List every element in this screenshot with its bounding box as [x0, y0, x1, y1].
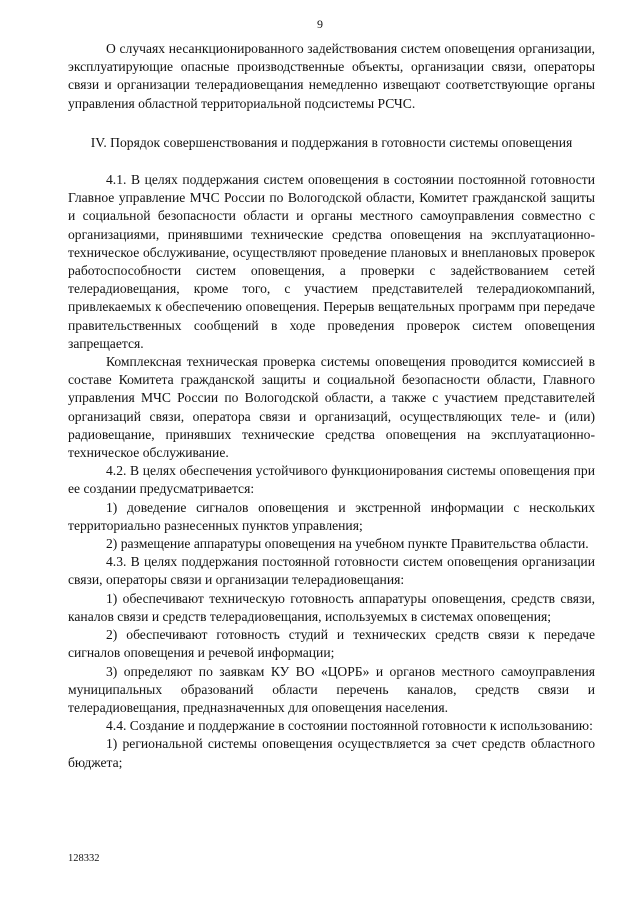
intro-paragraph: О случаях несанкционированного задействования систем оповещения организации, эксплуатирующие опасные производственные объекты, организации связи, операторы связи и организации телерадиовещания немедленно извещают соответствующие органы управления областной территориальной подсистемы РСЧС. [68, 41, 595, 111]
list-item-4-4-1: 1) региональной системы оповещения осуществляется за счет средств областного бюджета; [68, 736, 595, 770]
list-item-4-2-2: 2) размещение аппаратуры оповещения на учебном пункте Правительства области. [106, 536, 589, 552]
paragraph-complex-check: Комплексная техническая проверка системы оповещения проводится комиссией в составе Комитета гражданской защиты и социальной безопасности области, Главного управления МЧС России по Вологодской области, а также с участием представителей организаций связи, оператора связи и организаций, осуществляющих теле- и (или) радиовещание, принявших технические средства оповещения на эксплуатационно-техническое обслуживание. [68, 354, 595, 461]
list-item-4-2-1: 1) доведение сигналов оповещения и экстренной информации с нескольких территориально разнесенных пунктов управления; [68, 499, 595, 533]
section-heading: IV. Порядок совершенствования и поддержания в готовности системы оповещения [90, 134, 573, 150]
page-number: 9 [317, 17, 323, 31]
document-code: 128332 [68, 853, 100, 864]
document-body [68, 40, 595, 772]
paragraph-4-1: 4.1. В целях поддержания систем оповещения в состоянии постоянной готовности Главное управление МЧС России по Вологодской области, Комитет гражданской защиты и социальной безопасности области и органы местного самоуправления совместно с организациями, принявшими технические средства оповещения на эксплуатационно-техническое обслуживание, осуществляют проведение плановых и внеплановых проверок работоспособности систем оповещения, а проверки с задействованием сетей телерадиовещания, кроме того, с участием представителей телерадиокомпаний, привлекаемых к обеспечению оповещения. Перерыв вещательных программ при передаче правительственных сообщений в ходе проведения проверок систем оповещения запрещается. [68, 172, 595, 351]
list-item-4-3-3: 3) определяют по заявкам КУ ВО «ЦОРБ» и органов местного самоуправления муниципальных образований области перечень каналов, средств связи и телерадиовещания, предназначенных для оповещения населения. [68, 663, 595, 715]
paragraph-4-3: 4.3. В целях поддержания постоянной готовности систем оповещения организации связи, операторы связи и организации телерадиовещания: [68, 554, 595, 588]
list-item-4-3-1: 1) обеспечивают техническую готовность аппаратуры оповещения, средств связи, каналов связи и средств телерадиовещания, используемых в системах оповещения; [68, 590, 595, 624]
paragraph-4-2: 4.2. В целях обеспечения устойчивого функционирования системы оповещения при ее создании предусматривается: [68, 463, 595, 497]
paragraph-4-4: 4.4. Создание и поддержание в состоянии постоянной готовности к использованию: [106, 718, 593, 734]
list-item-4-3-2: 2) обеспечивают готовность студий и технических средств связи к передаче сигналов оповещения и речевой информации; [68, 627, 595, 661]
